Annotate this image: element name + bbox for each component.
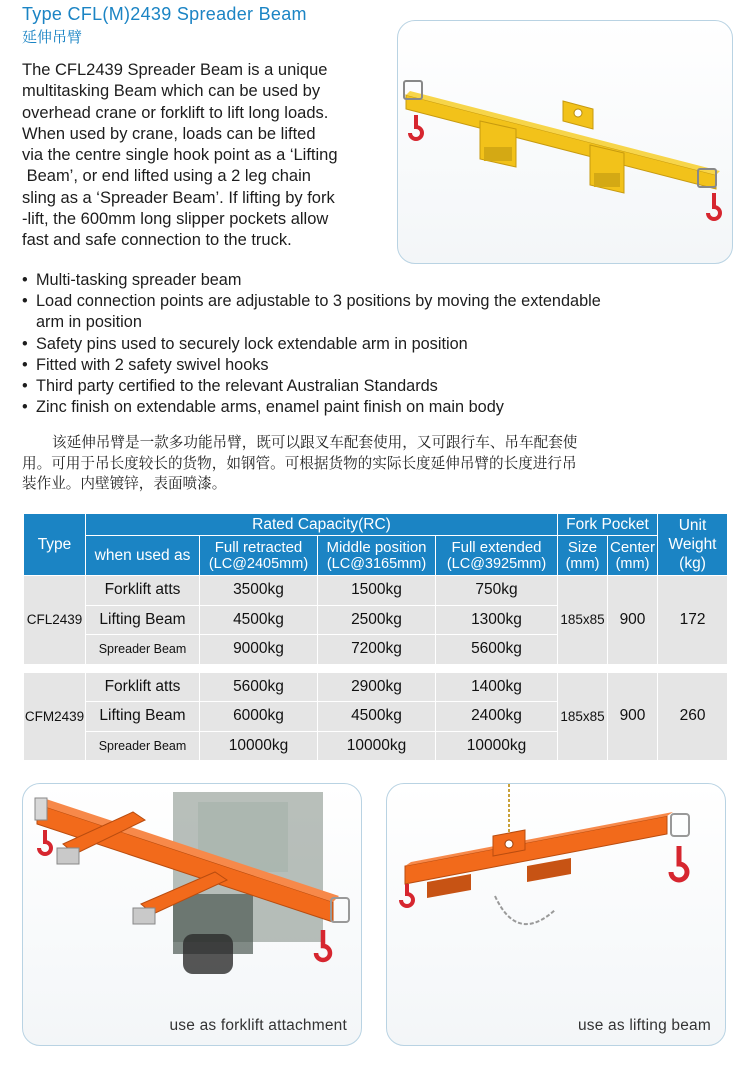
forklift-illustration — [23, 784, 362, 1046]
feature-item: • Third party certified to the relevant Australian Standards — [22, 377, 438, 396]
use-cell: Forklift atts — [86, 672, 200, 702]
intro-line: When used by crane, loads can be lifted — [22, 124, 316, 143]
capacity-cell: 5600kg — [200, 672, 318, 702]
use-cell: Lifting Beam — [86, 702, 200, 732]
cn-line: 装作业。内壁镀锌，表面喷漆。 — [22, 475, 227, 492]
chinese-description — [22, 433, 722, 495]
feature-item: • Load connection points are adjustable to 3 positions by moving the extendable — [22, 292, 601, 311]
intro-line: sling as a ‘Spreader Beam’. If lifting by fork — [22, 188, 335, 207]
header-full-extended: Full extended (LC@3925mm) — [436, 536, 558, 576]
cn-line: 用。可用于吊长度较长的货物，如钢管。可根据货物的实际长度延伸吊臂的长度进行吊 — [22, 454, 577, 472]
center-cell: 900 — [608, 672, 658, 761]
intro-line: overhead crane or forklift to lift long loads. — [22, 103, 329, 122]
capacity-cell: 9000kg — [200, 635, 318, 665]
intro-line: fast and safe connection to the truck. — [22, 231, 292, 250]
capacity-cell: 1400kg — [436, 672, 558, 702]
type-cell: CFL2439 — [24, 576, 86, 665]
capacity-cell: 750kg — [436, 576, 558, 606]
use-cell: Forklift atts — [86, 576, 200, 606]
capacity-cell: 7200kg — [318, 635, 436, 665]
header-rated-capacity: Rated Capacity(RC) — [86, 514, 558, 536]
use-cell: Spreader Beam — [86, 731, 200, 761]
feature-item: • Safety pins used to securely lock extendable arm in position — [22, 334, 468, 353]
intro-line: Beam’, or end lifted using a 2 leg chain — [22, 167, 311, 186]
lifting-beam-illustration — [387, 784, 726, 1046]
type-cell: CFM2439 — [24, 672, 86, 761]
header-full-retracted: Full retracted (LC@2405mm) — [200, 536, 318, 576]
capacity-cell: 2900kg — [318, 672, 436, 702]
table-row — [24, 672, 728, 702]
capacity-cell: 1300kg — [436, 605, 558, 635]
intro-paragraph — [22, 60, 397, 252]
header-fork-pocket: Fork Pocket — [558, 514, 658, 536]
capacity-cell: 6000kg — [200, 702, 318, 732]
intro-line: -lift, the 600mm long slipper pockets allow — [22, 210, 329, 229]
header-center: Center (mm) — [608, 536, 658, 576]
yellow-beam-photo — [397, 20, 733, 264]
header-unit-weight: Unit Weight (kg) — [658, 514, 728, 576]
page-title: Type CFL(M)2439 Spreader Beam — [22, 4, 307, 24]
header-type: Type — [24, 514, 86, 576]
header-size: Size (mm) — [558, 536, 608, 576]
use-cell: Spreader Beam — [86, 635, 200, 665]
capacity-cell: 1500kg — [318, 576, 436, 606]
center-cell: 900 — [608, 576, 658, 665]
size-cell: 185x85 — [558, 576, 608, 665]
weight-cell: 172 — [658, 576, 728, 665]
capacity-cell: 5600kg — [436, 635, 558, 665]
feature-item-continued: arm in position — [36, 313, 142, 332]
table-row — [24, 576, 728, 606]
feature-item: • Multi-tasking spreader beam — [22, 271, 242, 289]
spec-table — [23, 513, 728, 761]
capacity-cell: 4500kg — [318, 702, 436, 732]
capacity-cell: 10000kg — [318, 731, 436, 761]
page-subtitle-cn: 延伸吊臂 — [22, 28, 83, 46]
capacity-cell: 10000kg — [200, 731, 318, 761]
capacity-cell: 2500kg — [318, 605, 436, 635]
capacity-cell: 10000kg — [436, 731, 558, 761]
yellow-beam-illustration — [398, 21, 733, 264]
capacity-cell: 2400kg — [436, 702, 558, 732]
forklift-caption: use as forklift attachment — [169, 1017, 347, 1034]
intro-line: via the centre single hook point as a ‘Lifting — [22, 146, 338, 165]
header-when-used-as: when used as — [86, 536, 200, 576]
lifting-beam-photo — [386, 783, 726, 1046]
lifting-caption: use as lifting beam — [577, 1017, 711, 1034]
capacity-cell: 4500kg — [200, 605, 318, 635]
intro-line: The CFL2439 Spreader Beam is a unique — [22, 61, 328, 79]
capacity-cell: 3500kg — [200, 576, 318, 606]
feature-item: • Fitted with 2 safety swivel hooks — [22, 355, 269, 374]
feature-list — [22, 270, 732, 418]
header-middle-position: Middle position (LC@3165mm) — [318, 536, 436, 576]
weight-cell: 260 — [658, 672, 728, 761]
feature-item: • Zinc finish on extendable arms, enamel paint finish on main body — [22, 398, 504, 417]
cn-line: 该延伸吊臂是一款多功能吊臂，既可以跟叉车配套使用，又可跟行车、吊车配套使 — [52, 434, 578, 451]
intro-line: multitasking Beam which can be used by — [22, 82, 321, 101]
forklift-photo — [22, 783, 362, 1046]
use-cell: Lifting Beam — [86, 605, 200, 635]
size-cell: 185x85 — [558, 672, 608, 761]
